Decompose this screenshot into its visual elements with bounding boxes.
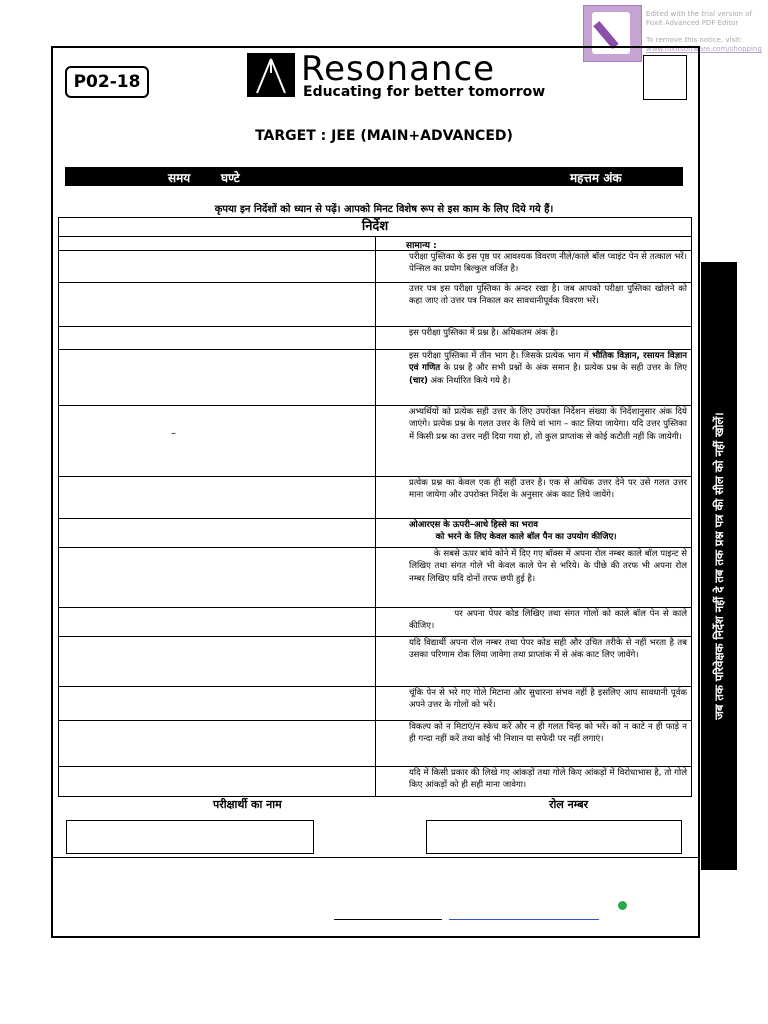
instruction-item: विकल्प को न मिटाएं/न स्केच करें और न ही गलत चिन्ह को भरें। को न काटे न ही फाड़े न ही गन्दा नहीं करें तथा कोई भी निशान या सफेदी पर नहीं लगाएं। <box>409 722 687 745</box>
instruction-item: पर अपना पेपर कोड लिखिए तथा संगत गोलों को काले बॉल पेन से काले कीजिए। <box>409 609 687 632</box>
max-marks-label: महत्तम अंक <box>570 171 622 185</box>
roll-number-label: रोल नम्बर <box>549 798 589 811</box>
time-marks-bar <box>65 167 683 186</box>
watermark-link[interactable]: www.foxitsoftware.com/shopping <box>646 45 762 53</box>
instruction-item: ओआरएस के ऊपरी–आधे हिस्से का भराव को भरने के लिए केवल काले बॉल पैन का उपयोग कीजिए। <box>409 520 617 543</box>
reading-instruction: कृपया इन निर्देशों को ध्यान से पढ़ें। आपको मिनट विशेष रूप से इस काम के लिए दिये गये हैं। <box>214 204 554 215</box>
instruction-item: परीक्षा पुस्तिका के इस पृष्ठ पर आवश्यक विवरण नीले/काले बॉल प्वाइंट पेन से तत्काल भरें। पेन्सिल का प्रयोग बिल्कुल वर्जित है। <box>409 252 687 275</box>
instruction-item: इस परीक्षा पुस्तिका में प्रश्न है। अधिकतम अंक है। <box>409 328 559 338</box>
instructions-table <box>58 217 692 797</box>
candidate-name-field[interactable] <box>66 820 314 854</box>
instruction-item: अभ्यर्थियों को प्रत्येक सही उत्तर के लिए उपरोक्त निर्देशन संख्या के निर्देशानुसार अंक दिये जाएंगे। प्रत्येक प्रश्न के गलत उत्तर के लिये वां भाग – काट लिया जायेगा। यदि उत्तर पुस्तिका में किसी प्रश्न का उत्तर नहीं दिया गया हो, तो कुल प्राप्तांक से कोई कटौती नहीं कि जायेगी। <box>409 407 687 442</box>
watermark-line-3: To remove this notice, visit: <box>646 36 743 44</box>
instruction-item: के सबसे ऊपर बांये कोने में दिए गए बॉक्स में अपना रोल नम्बर काले बॉल पाइन्ट से लिखिए तथा संगत गोले भी केवल काले पेन से भरिये। के पीछे की तरफ भी अपना रोल नम्बर लिखिए यदि दोनों तरफ छपी हुई है। <box>409 549 687 584</box>
brand-name: Resonance <box>301 49 496 89</box>
dash-mark: – <box>171 428 176 439</box>
footer-link-line[interactable] <box>449 919 599 920</box>
time-label: समय <box>168 171 191 185</box>
seal-warning-bar <box>701 262 737 870</box>
instruction-item: यदि विद्यार्थी अपना रोल नम्बर तथा पेपर कोड सही और उचित तरीके से नहीं भरता है तब उसका परिणाम रोक लिया जावेगा तथा प्राप्तांक में से अंक काट लिए जावेंगे। <box>409 638 687 661</box>
seal-warning-text: जब तक परिवेक्षक निर्देश नहीं दे तब तक प्रश्न पत्र की सील को नहीं खोलें। <box>712 412 726 720</box>
brand-tagline: Educating for better tomorrow <box>303 84 546 100</box>
target-heading: TARGET : JEE (MAIN+ADVANCED) <box>255 128 513 144</box>
paper-code-badge: P02-18 <box>65 66 149 98</box>
instruction-item: चूंकि पेन से भरे गए गोले मिटाना और सुधारना संभव नहीं है इसलिए आप सावधानी पूर्वक अपने उत्तर के गोलों को भरें। <box>409 688 687 711</box>
bottom-divider <box>51 857 698 858</box>
general-heading: सामान्य : <box>406 241 437 251</box>
table-title: निर्देश <box>361 219 389 234</box>
instruction-item: यदि में किसी प्रकार की लिखे गए आंकड़ों तथा गोले किए आंकड़ों में विरोधाभास है, तो गोले किए आंकड़ों को ही सही माना जावेगा। <box>409 768 687 791</box>
watermark-line-1: Edited with the trial version of <box>646 10 752 18</box>
candidate-name-label: परीक्षार्थी का नाम <box>213 798 282 811</box>
watermark-line-2: Foxit Advanced PDF Editor <box>646 19 739 27</box>
footer-line <box>334 919 442 920</box>
roll-number-field[interactable] <box>426 820 682 854</box>
corner-box <box>643 55 687 100</box>
instruction-item: इस परीक्षा पुस्तिका में तीन भाग है। जिसके प्रत्येक भाग में भौतिक विज्ञान, रसायन विज्ञान एवं गणित के प्रश्न है और सभी प्रश्नों के अंक समान है। प्रत्येक प्रश्न के सही उत्तर के लिए (चार) अंक निर्धारित किये गये है। <box>409 351 687 386</box>
instruction-item: प्रत्येक प्रश्न का केवल एक ही सही उत्तर है। एक से अधिक उत्तर देने पर उसे गलत उत्तर माना जायेगा और उपरोक्त निर्देश के अनुसार अंक काट लिये जायेंगे। <box>409 478 687 501</box>
resonance-logo-icon <box>247 53 295 97</box>
hours-label: घण्टे <box>221 171 240 185</box>
instruction-item: उत्तर पत्र इस परीक्षा पुस्तिका के अन्दर रखा है। जब आपको परीक्षा पुस्तिका खोलने को कहा जाए तो उत्तर पत्र निकाल कर सावधानीपूर्वक विवरण भरें। <box>409 284 687 307</box>
whatsapp-icon[interactable] <box>618 901 627 910</box>
